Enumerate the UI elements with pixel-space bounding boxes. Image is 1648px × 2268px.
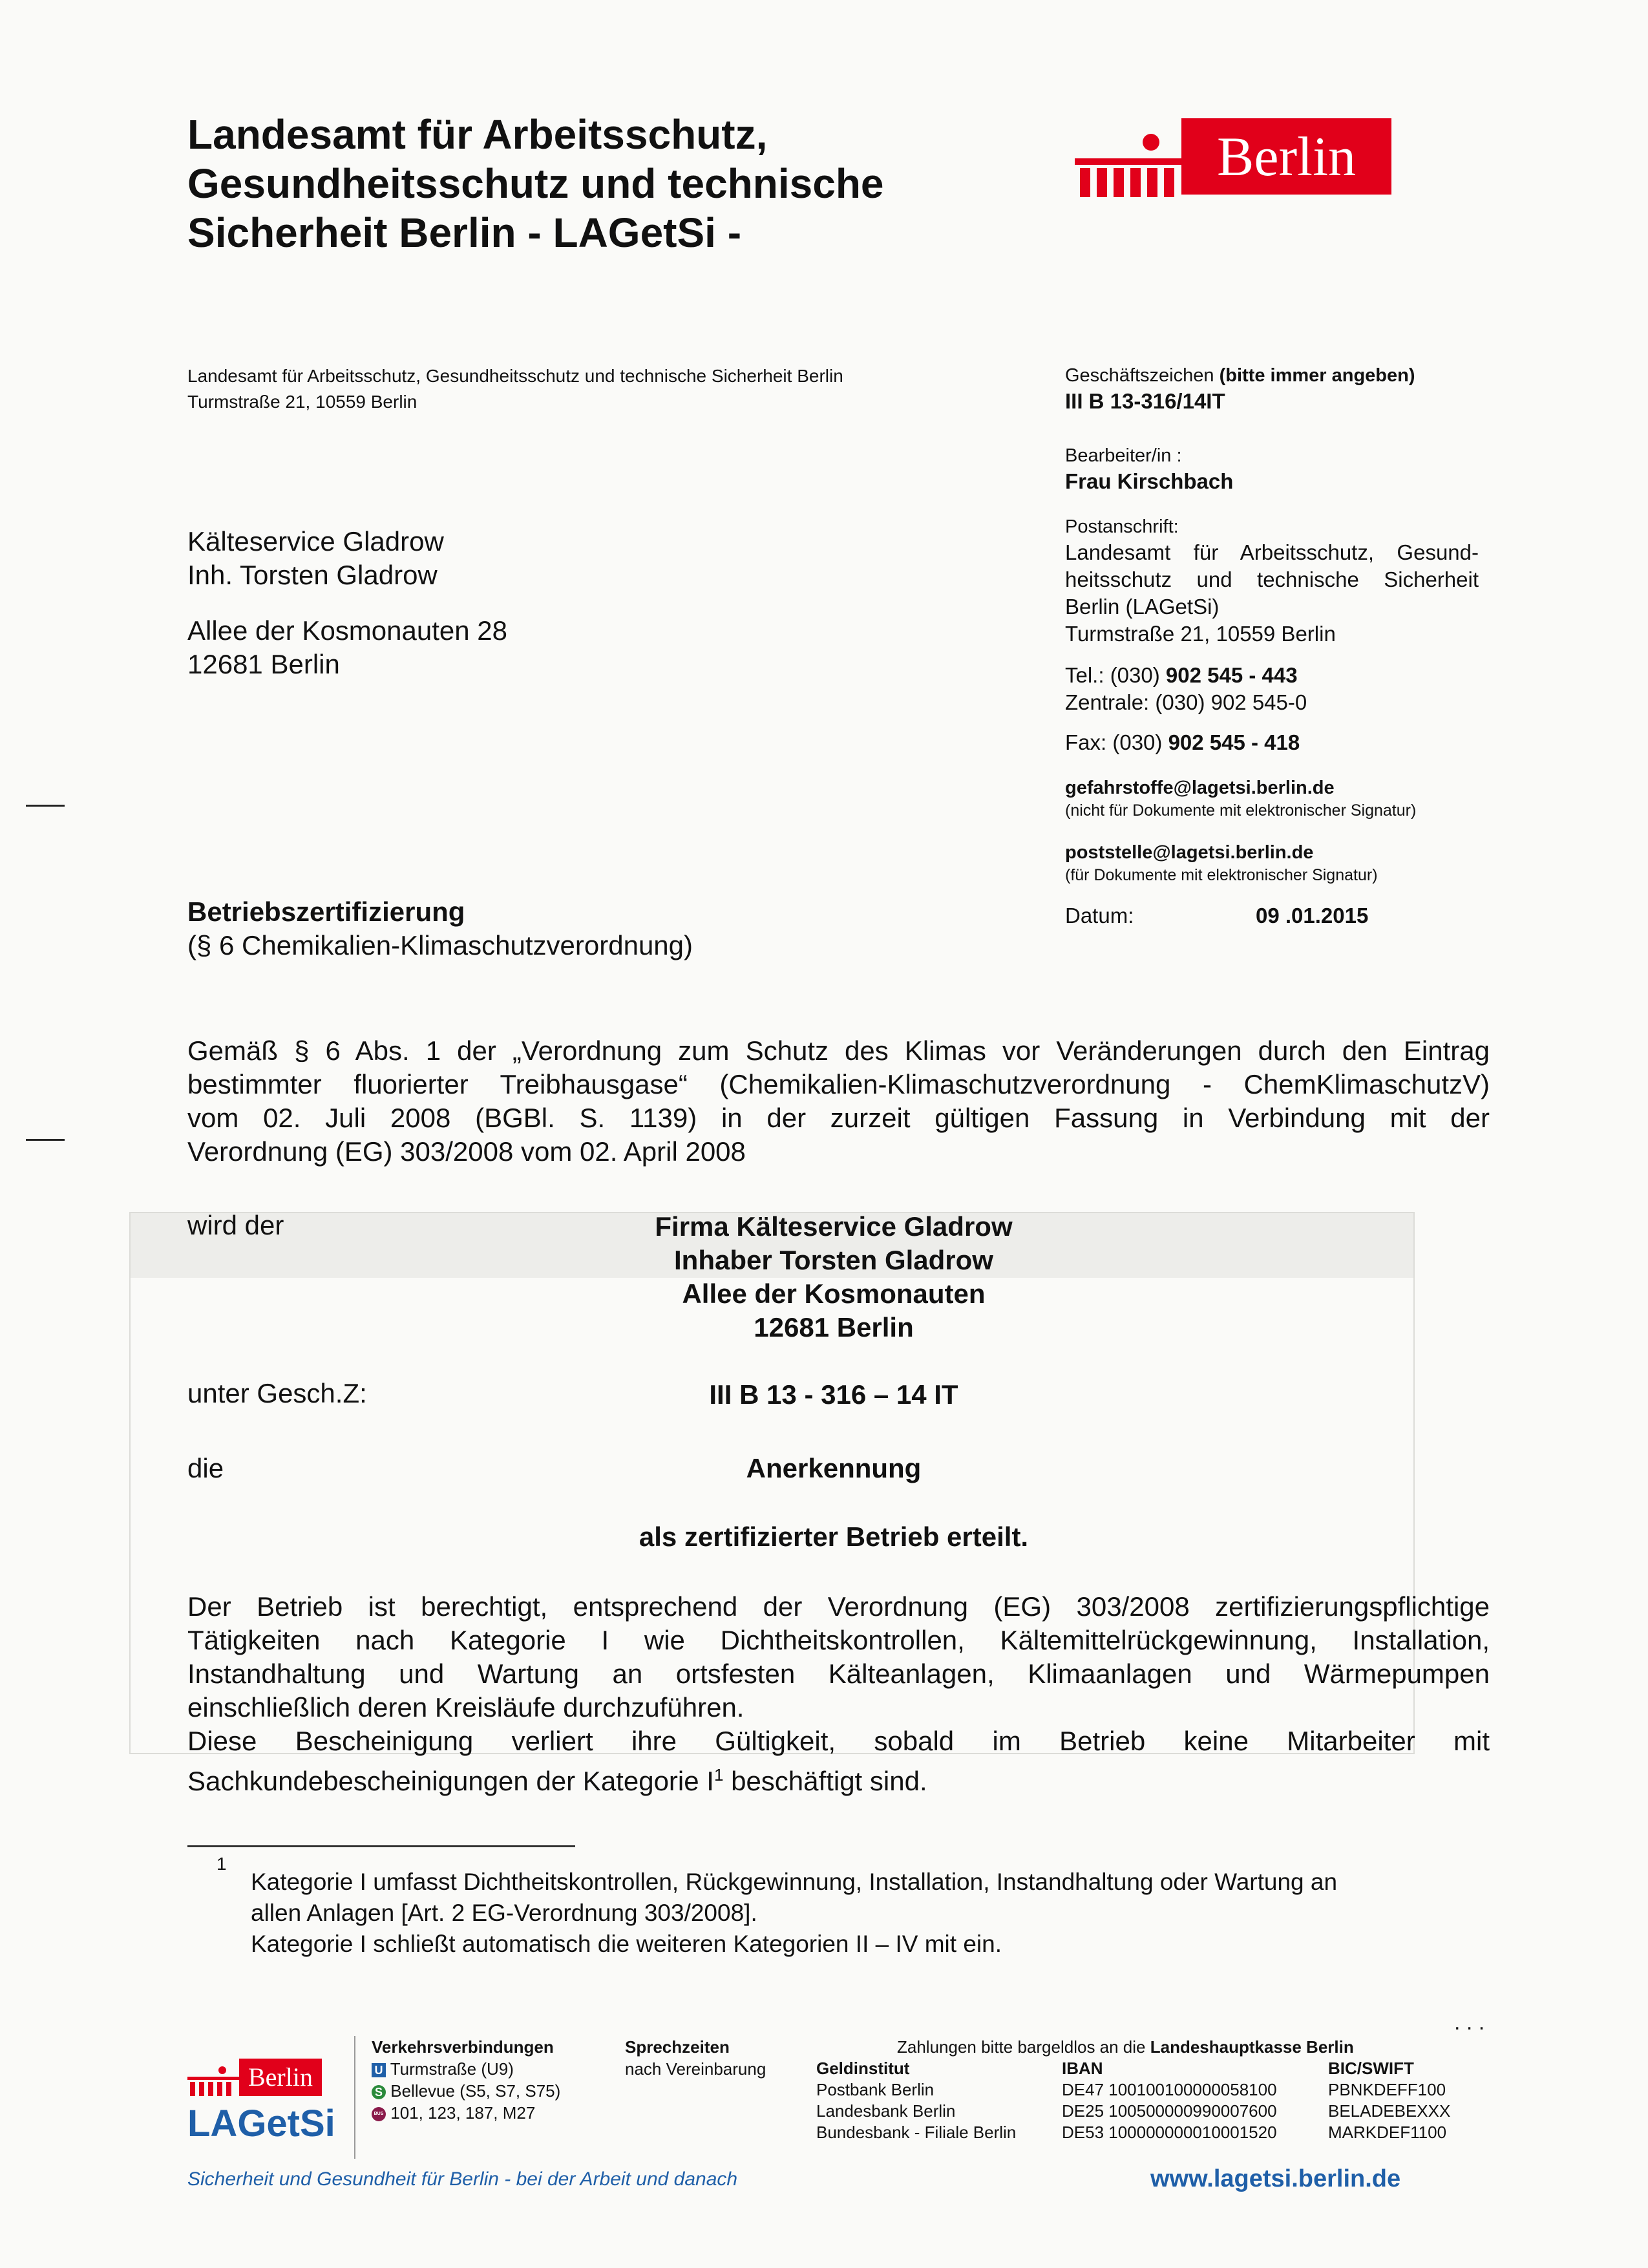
central-phone: Zentrale: (030) 902 545-0 [1065, 690, 1307, 714]
postal-label: Postanschrift: [1065, 516, 1179, 537]
fax-row [1065, 729, 1479, 756]
payment-recipient: Landeshauptkasse Berlin [1150, 2037, 1354, 2057]
intro-line: Gemäß § 6 Abs. 1 der „Verordnung zum Schutz des Klimas vor Veränderungen durch den Eintrag [187, 1035, 1490, 1066]
clerk-label: Bearbeiter/in : [1065, 445, 1182, 466]
footnote-text [251, 1867, 1479, 1960]
wird-der-label: wird der [187, 1210, 284, 1240]
transport-sbahn-text: Bellevue (S5, S7, S75) [390, 2081, 561, 2101]
validity-text-end: beschäftigt sind. [723, 1766, 927, 1796]
reference-center: III B 13 - 316 – 14 IT [709, 1379, 958, 1410]
company-block [569, 1210, 1099, 1344]
footnote-line: Kategorie I umfasst Dichtheitskontrollen, Rückgewinnung, Installation, Instandhaltung oder Wartung an [251, 1869, 1338, 1895]
company-line: Allee der Kosmonauten [682, 1278, 986, 1309]
authority-title-line: Sicherheit Berlin - LAGetSi - [187, 209, 742, 256]
recipient-address [187, 525, 507, 681]
slogan: Sicherheit und Gesundheit für Berlin - bei der Arbeit und danach [187, 2168, 738, 2190]
recipient-street: Allee der Kosmonauten 28 [187, 615, 507, 646]
bank-name: Landesbank Berlin [816, 2101, 956, 2121]
subject-title: Betriebszertifizierung [187, 896, 465, 927]
transport-title: Verkehrsverbindungen [372, 2037, 554, 2057]
bank-bic: PBNKDEFF100 [1328, 2080, 1446, 2099]
bank-row [816, 2079, 1450, 2101]
phone-row [1065, 662, 1479, 689]
recipient-city: 12681 Berlin [187, 649, 340, 679]
fax-number: 902 545 - 418 [1168, 730, 1300, 754]
transport-info [372, 2036, 560, 2124]
payment-info [816, 2036, 1463, 2143]
scope-line: einschließlich deren Kreisläufe durchzuführen. [187, 1692, 745, 1722]
validity-line-2 [187, 1758, 1490, 1798]
bank-iban: DE25 100500000990007600 [1062, 2101, 1277, 2121]
unter-label: unter Gesch.Z: [187, 1378, 367, 1408]
payment-prefix: Zahlungen bitte bargeldlos an die [897, 2037, 1150, 2057]
phone-number: 902 545 - 443 [1165, 663, 1298, 687]
footer-berlin-logo-text: Berlin [239, 2059, 322, 2096]
postal-line: Landesamt für Arbeitsschutz, Gesund- [1065, 540, 1479, 564]
footnote-ref: 1 [713, 1765, 724, 1785]
subject [187, 895, 693, 962]
hours-text: nach Vereinbarung [625, 2059, 766, 2079]
bank-header: Geldinstitut [816, 2059, 910, 2078]
postal-line: Berlin (LAGetSi) [1065, 595, 1220, 619]
bank-bic: MARKDEF1100 [1328, 2123, 1447, 2142]
lagetsi-logo [187, 2059, 336, 2149]
reference-note: (bitte immer angeben) [1219, 365, 1415, 386]
bank-iban: DE53 100000000010001520 [1062, 2123, 1277, 2142]
sender-line [187, 363, 843, 415]
date-row [1065, 902, 1479, 929]
footnote-line: Kategorie I schließt automatisch die weiteren Kategorien II – IV mit ein. [251, 1931, 1002, 1957]
lagetsi-wordmark: LAGetSi [187, 2103, 335, 2145]
recipient-name: Kälteservice Gladrow [187, 526, 444, 556]
reference-value: III B 13-316/14IT [1065, 389, 1225, 413]
recognition-heading: Anerkennung [746, 1453, 922, 1483]
website-link[interactable]: www.lagetsi.berlin.de [1150, 2165, 1401, 2192]
bank-header: IBAN [1062, 2059, 1103, 2078]
footnote-marker: 1 [217, 1854, 227, 1874]
scope-line: Instandhaltung und Wartung an ortsfesten Kälteanlagen, Klimaanlagen und Wärmepumpen [187, 1659, 1490, 1689]
fax-label: Fax: (030) [1065, 730, 1168, 754]
bank-name: Bundesbank - Filiale Berlin [816, 2123, 1017, 2142]
subject-subtitle: (§ 6 Chemikalien-Klimaschutzverordnung) [187, 930, 693, 960]
payment-line [816, 2036, 1463, 2058]
transport-bus-text: 101, 123, 187, M27 [390, 2103, 536, 2123]
company-line: Firma Kälteservice Gladrow [655, 1211, 1013, 1242]
footnote-divider [187, 1845, 575, 1847]
hours-title: Sprechzeiten [625, 2037, 730, 2057]
berlin-logo [1075, 113, 1391, 197]
ubahn-icon: U [372, 2063, 386, 2077]
bank-table [816, 2058, 1450, 2143]
validity-line: Diese Bescheinigung verliert ihre Gültigkeit, sobald im Betrieb keine Mitarbeiter mit [187, 1726, 1490, 1756]
email-gefahrstoffe-note: (nicht für Dokumente mit elektronischer Signatur) [1065, 801, 1417, 820]
fold-mark [26, 1139, 65, 1141]
bus-icon: BUS [372, 2107, 386, 2121]
intro-paragraph [187, 1034, 1490, 1169]
scope-line: Tätigkeiten nach Kategorie I wie Dichtheitskontrollen, Kältemittelrückgewinnung, Installation, [187, 1625, 1490, 1655]
reference-label-row [1065, 363, 1479, 388]
footer-divider [354, 2036, 355, 2159]
authority-title [187, 110, 884, 257]
postal-line: heitsschutz und technische Sicherheit [1065, 567, 1479, 591]
berlin-bear-small-icon [187, 2064, 239, 2096]
bank-row [816, 2122, 1450, 2143]
email-poststelle-link[interactable]: poststelle@lagetsi.berlin.de [1065, 842, 1314, 863]
company-line: Inhaber Torsten Gladrow [674, 1245, 993, 1275]
sender-line-2: Turmstraße 21, 10559 Berlin [187, 392, 417, 412]
phone-label: Tel.: (030) [1065, 663, 1166, 687]
transport-ubahn-text: Turmstraße (U9) [390, 2059, 514, 2079]
postal-line: Turmstraße 21, 10559 Berlin [1065, 622, 1336, 646]
transport-sbahn [372, 2080, 560, 2102]
reference-label: Geschäftszeichen [1065, 365, 1214, 386]
validity-text: Sachkundebescheinigungen der Kategorie I [187, 1766, 714, 1796]
sbahn-icon: S [372, 2085, 386, 2099]
email-gefahrstoffe-link[interactable]: gefahrstoffe@lagetsi.berlin.de [1065, 778, 1335, 798]
footnote-line: allen Anlagen [Art. 2 EG-Verordnung 303/2008]. [251, 1900, 757, 1926]
authority-title-line: Landesamt für Arbeitsschutz, [187, 111, 768, 158]
bank-row [816, 2101, 1450, 2122]
recipient-owner: Inh. Torsten Gladrow [187, 560, 438, 590]
bank-name: Postbank Berlin [816, 2080, 935, 2099]
clerk-name: Frau Kirschbach [1065, 469, 1234, 493]
sender-line-1: Landesamt für Arbeitsschutz, Gesundheitsschutz und technische Sicherheit Berlin [187, 366, 843, 386]
email-poststelle-note: (für Dokumente mit elektronischer Signatur) [1065, 866, 1378, 884]
office-hours [625, 2036, 766, 2080]
fold-mark [26, 805, 65, 807]
scope-paragraph [187, 1590, 1490, 1798]
berlin-logo-text: Berlin [1181, 118, 1391, 195]
transport-bus [372, 2102, 560, 2124]
die-label: die [187, 1453, 224, 1483]
info-column [1065, 363, 1479, 929]
scope-line: Der Betrieb ist berechtigt, entsprechend der Verordnung (EG) 303/2008 zertifizierungspflichtige [187, 1591, 1490, 1622]
intro-line: bestimmter fluorierter Treibhausgase“ (Chemikalien-Klimaschutzverordnung - ChemKlimaschutzV) [187, 1069, 1490, 1099]
intro-line: Verordnung (EG) 303/2008 vom 02. April 2008 [187, 1136, 746, 1167]
date-value: 09 .01.2015 [1256, 904, 1369, 927]
bank-header: BIC/SWIFT [1328, 2059, 1414, 2078]
intro-line: vom 02. Juli 2008 (BGBl. S. 1139) in der zurzeit gültigen Fassung in Verbindung mit der [187, 1103, 1490, 1133]
bank-iban: DE47 100100100000058100 [1062, 2080, 1277, 2099]
granted-text: als zertifizierter Betrieb erteilt. [639, 1521, 1029, 1552]
continuation-ellipsis: . . . [1454, 2010, 1485, 2035]
authority-title-line: Gesundheitsschutz und technische [187, 160, 884, 207]
company-line: 12681 Berlin [754, 1312, 914, 1342]
transport-ubahn [372, 2058, 560, 2080]
berlin-bear-icon [1075, 113, 1185, 197]
date-label: Datum: [1065, 904, 1134, 927]
bank-bic: BELADEBEXXX [1328, 2101, 1451, 2121]
